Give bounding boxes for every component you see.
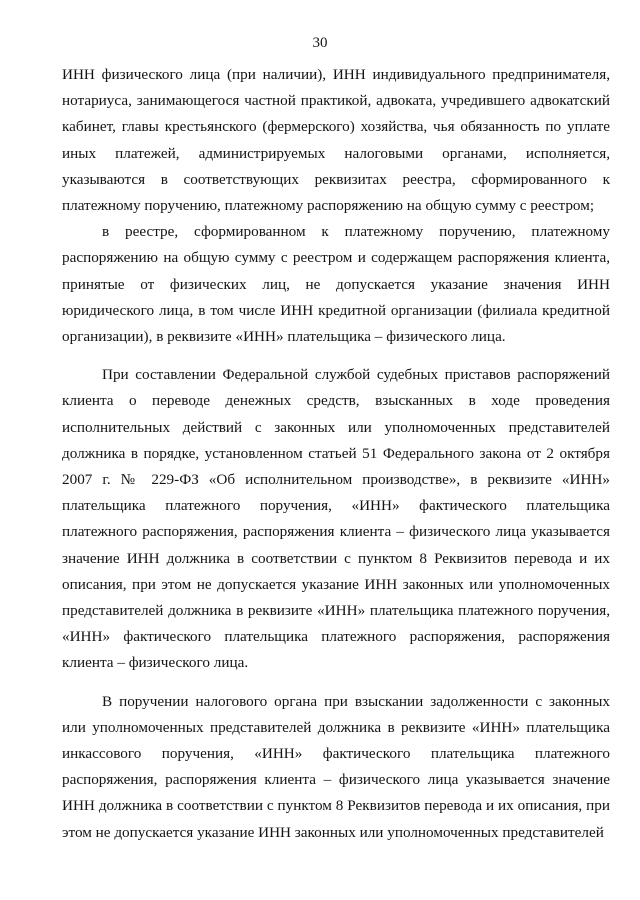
paragraph-registry: в реестре, сформированном к платежному поручению, платежному распоряжению на общую сумму с реестром и содержащем распоряжения клиента, принятые от физических лиц, не допускается указание значения ИНН юридического лица, в том числе ИНН кредитной организации (филиала кредитной организации), в реквизите «ИНН» плательщика – физического лица. — [62, 223, 610, 346]
page-number: 30 — [312, 35, 328, 51]
paragraph-inn-continuation: ИНН физического лица (при наличии), ИНН индивидуального предпринимателя, нотариуса, занимающегося частной практикой, адвоката, учредившего адвокатский кабинет, главы крестьянского (фермерского) хозяйства, чья обязанность по уплате иных платежей, администрируемых налоговыми органами, исполняется, указываются в соответствующих реквизитах реестра, сформированного к платежному поручению, платежному распоряжению на общую сумму с реестром; — [62, 66, 610, 215]
paragraph-tax-authority: В поручении налогового органа при взыскании задолженности с законных или уполномоченных представителей должника в реквизите «ИНН» плательщика инкассового поручения, «ИНН» фактического плательщика платежного распоряжения, распоряжения клиента – физического лица указывается значение ИНН должника в соответствии с пунктом 8 Реквизитов перевода и их описания, при этом не допускается указание ИНН законных или уполномоченных представителей — [62, 692, 610, 841]
document-body — [62, 62, 610, 846]
paragraph-bailiffs: При составлении Федеральной службой судебных приставов распоряжений клиента о переводе денежных средств, взысканных в ходе проведения исполнительных действий с законных или уполномоченных представителей должника в порядке, установленном статьей 51 Федерального закона от 2 октября 2007 г. № 229-ФЗ «Об исполнительном производстве», в реквизите «ИНН» плательщика платежного поручения, «ИНН» фактического плательщика платежного распоряжения, распоряжения клиента – физического лица указывается значение ИНН должника в соответствии с пунктом 8 Реквизитов перевода и их описания, при этом не допускается указание ИНН законных или уполномоченных представителей должника в реквизите «ИНН» плательщика платежного поручения, «ИНН» фактического плательщика платежного распоряжения, распоряжения клиента – физического лица. — [62, 366, 610, 672]
